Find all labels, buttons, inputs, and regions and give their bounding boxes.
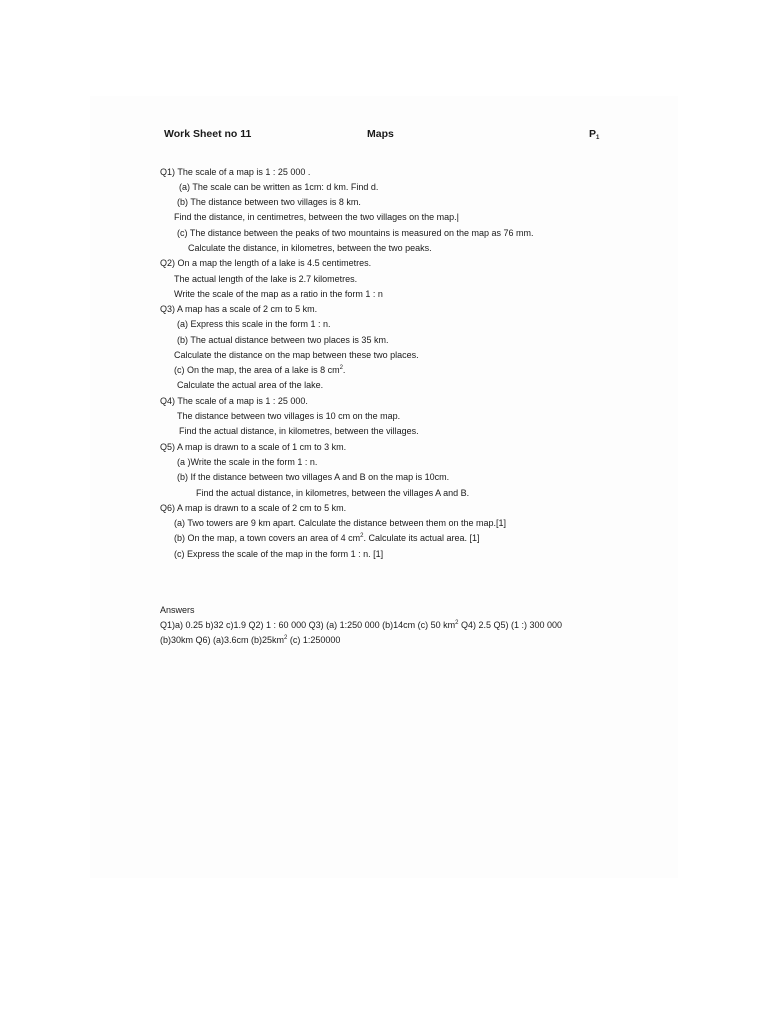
q1-line-5: (c) The distance between the peaks of two mountains is measured on the map as 76 mm.: [177, 228, 534, 238]
page-letter: P: [589, 128, 597, 140]
answers-line-1-superscript: 2: [455, 620, 459, 626]
worksheet-title: Work Sheet no 11: [164, 128, 252, 140]
q6-line-3-end: . Calculate its actual area. [1]: [363, 533, 480, 543]
answers-line-1-text: Q1)a) 0.25 b)32 c)1.9 Q2) 1 : 60 000 Q3) (a) 1:250 000 (b)14cm (c) 50 km: [160, 620, 456, 630]
answers-title: Answers: [160, 605, 195, 615]
q1-line-1: Q1) The scale of a map is 1 : 25 000 .: [160, 167, 311, 177]
q3-line-5: [174, 364, 345, 376]
answers-line-2-end: (c) 1:250000: [287, 635, 341, 645]
q5-line-2: (a )Write the scale in the form 1 : n.: [177, 457, 318, 467]
q3-line-3: (b) The actual distance between two places is 35 km.: [177, 335, 389, 345]
answers-line-2: [160, 634, 340, 646]
q2-line-1: Q2) On a map the length of a lake is 4.5 centimetres.: [160, 258, 372, 268]
q4-line-2: The distance between two villages is 10 cm on the map.: [177, 411, 401, 421]
q5-line-3: (b) If the distance between two villages A and B on the map is 10cm.: [177, 472, 450, 482]
q1-line-6: Calculate the distance, in kilometres, between the two peaks.: [188, 243, 432, 253]
answers-line-1-end: Q4) 2.5 Q5) (1 :) 300 000: [458, 620, 563, 630]
q2-line-3: Write the scale of the map as a ratio in the form 1 : n: [174, 289, 383, 299]
q3-line-5-end: .: [342, 365, 346, 375]
answers-line-2-superscript: 2: [284, 635, 288, 641]
q6-line-1: Q6) A map is drawn to a scale of 2 cm to 5 km.: [160, 503, 347, 513]
q1-line-3: (b) The distance between two villages is 8 km.: [177, 197, 361, 207]
q6-line-3: [174, 532, 480, 544]
answers-line-1: [160, 619, 562, 631]
q4-line-3: Find the actual distance, in kilometres, between the villages.: [179, 426, 419, 436]
q1-line-4: Find the distance, in centimetres, between the two villages on the map.|: [174, 212, 459, 222]
q6-line-2: (a) Two towers are 9 km apart. Calculate the distance between them on the map.[1]: [174, 518, 507, 528]
q5-line-1: Q5) A map is drawn to a scale of 1 cm to 3 km.: [160, 442, 347, 452]
q4-line-1: Q4) The scale of a map is 1 : 25 000.: [160, 396, 308, 406]
q3-line-6: Calculate the actual area of the lake.: [177, 380, 324, 390]
q6-line-3-text: (b) On the map, a town covers an area of 4 cm: [174, 533, 361, 543]
answers-line-2-text: (b)30km Q6) (a)3.6cm (b)25km: [160, 635, 285, 645]
page-label: [589, 128, 599, 140]
worksheet-topic: Maps: [367, 128, 394, 140]
q3-line-4: Calculate the distance on the map between these two places.: [174, 350, 419, 360]
q1-line-2: (a) The scale can be written as 1cm: d km. Find d.: [179, 182, 379, 192]
q2-line-2: The actual length of the lake is 2.7 kilometres.: [174, 274, 358, 284]
q3-line-2: (a) Express this scale in the form 1 : n.: [177, 319, 331, 329]
q5-line-4: Find the actual distance, in kilometres, between the villages A and B.: [196, 488, 470, 498]
q6-line-3-superscript: 2: [360, 533, 364, 539]
q3-line-5-text: (c) On the map, the area of a lake is 8 cm: [174, 365, 340, 375]
q3-line-5-superscript: 2: [339, 365, 343, 371]
q3-line-1: Q3) A map has a scale of 2 cm to 5 km.: [160, 304, 318, 314]
q6-line-4: (c) Express the scale of the map in the form 1 : n. [1]: [174, 549, 384, 559]
page-subscript: 1: [596, 135, 600, 141]
